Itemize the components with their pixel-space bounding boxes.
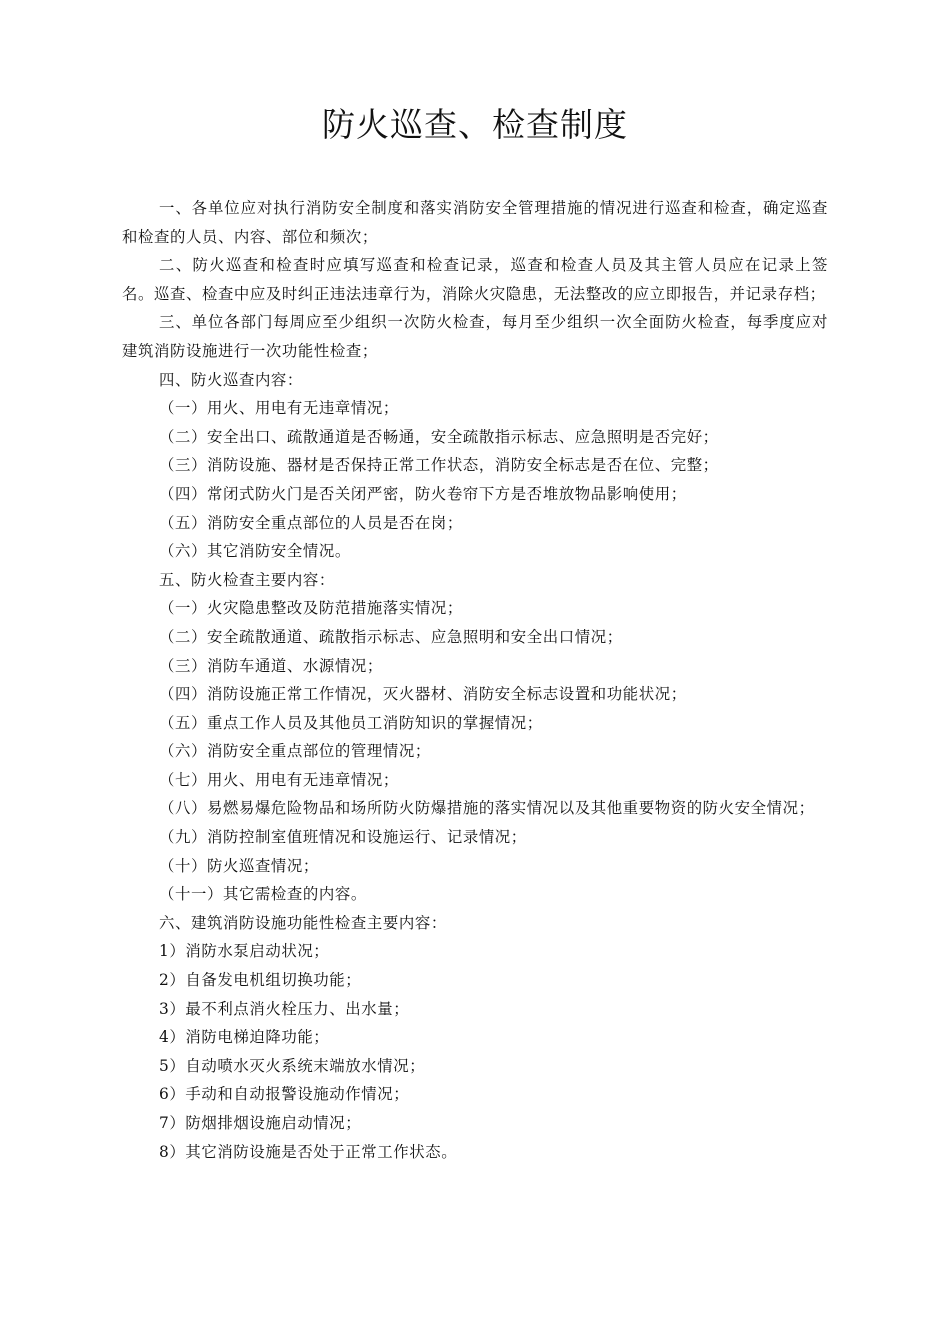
section-6-item: 6）手动和自动报警设施动作情况；: [159, 1085, 410, 1104]
section-6-heading: 六、建筑消防设施功能性检查主要内容：: [159, 913, 447, 932]
section-6-item: 4）消防电梯迫降功能；: [159, 1028, 330, 1047]
section-6-item: 3）最不利点消火栓压力、出水量；: [159, 999, 410, 1018]
section-5-item: （六）消防安全重点部位的管理情况；: [159, 742, 431, 761]
section-5-item: （一）火灾隐患整改及防范措施落实情况；: [159, 599, 463, 618]
section-5-item: （七）用火、用电有无违章情况；: [159, 770, 399, 789]
paragraph-3: 三、单位各部门每周应至少组织一次防火检查，每月至少组织一次全面防火检查，每季度应对建筑消防设施进行一次功能性检查；: [122, 313, 828, 360]
section-4-item: （一）用火、用电有无违章情况；: [159, 399, 399, 418]
section-6-item: 2）自备发电机组切换功能；: [159, 971, 362, 990]
section-4-item: （二）安全出口、疏散通道是否畅通，安全疏散指示标志、应急照明是否完好；: [159, 427, 719, 446]
section-4-item: （四）常闭式防火门是否关闭严密，防火卷帘下方是否堆放物品影响使用；: [159, 484, 687, 503]
section-5-item: （四）消防设施正常工作情况，灭火器材、消防安全标志设置和功能状况；: [159, 685, 687, 704]
section-4-item: （六）其它消防安全情况。: [159, 542, 351, 561]
section-5-item: （五）重点工作人员及其他员工消防知识的掌握情况；: [159, 713, 543, 732]
paragraph-2: 二、防火巡查和检查时应填写巡查和检查记录，巡查和检查人员及其主管人员应在记录上签名。巡查、检查中应及时纠正违法违章行为，消除火灾隐患，无法整改的应立即报告，并记录存档；: [122, 256, 828, 303]
section-5-item: （九）消防控制室值班情况和设施运行、记录情况；: [159, 828, 527, 847]
document-body: [122, 194, 828, 1166]
section-5-heading: 五、防火检查主要内容：: [159, 570, 335, 589]
page-title: 防火巡查、检查制度: [322, 105, 628, 144]
section-4-item: （三）消防设施、器材是否保持正常工作状态，消防安全标志是否在位、完整；: [159, 456, 719, 475]
section-5-item: （二）安全疏散通道、疏散指示标志、应急照明和安全出口情况；: [159, 627, 623, 646]
section-4-item: （五）消防安全重点部位的人员是否在岗；: [159, 513, 463, 532]
section-4-heading: 四、防火巡查内容：: [159, 370, 303, 389]
section-5-item-long: （八）易燃易爆危险物品和场所防火防爆措施的落实情况以及其他重要物资的防火安全情况；: [159, 799, 815, 818]
section-6-item: 7）防烟排烟设施启动情况；: [159, 1114, 362, 1132]
section-6-item: 5）自动喷水灭火系统末端放水情况；: [159, 1056, 426, 1075]
section-6-item: 1）消防水泵启动状况；: [159, 942, 330, 961]
paragraph-1: 一、各单位应对执行消防安全制度和落实消防安全管理措施的情况进行巡查和检查，确定巡查和检查的人员、内容、部位和频次；: [122, 199, 828, 246]
section-6-item: 8）其它消防设施是否处于正常工作状态。: [159, 1142, 458, 1161]
section-5-item: （十）防火巡查情况；: [159, 856, 319, 875]
section-5-item: （十一）其它需检查的内容。: [159, 885, 367, 904]
section-5-item: （三）消防车通道、水源情况；: [159, 656, 383, 675]
